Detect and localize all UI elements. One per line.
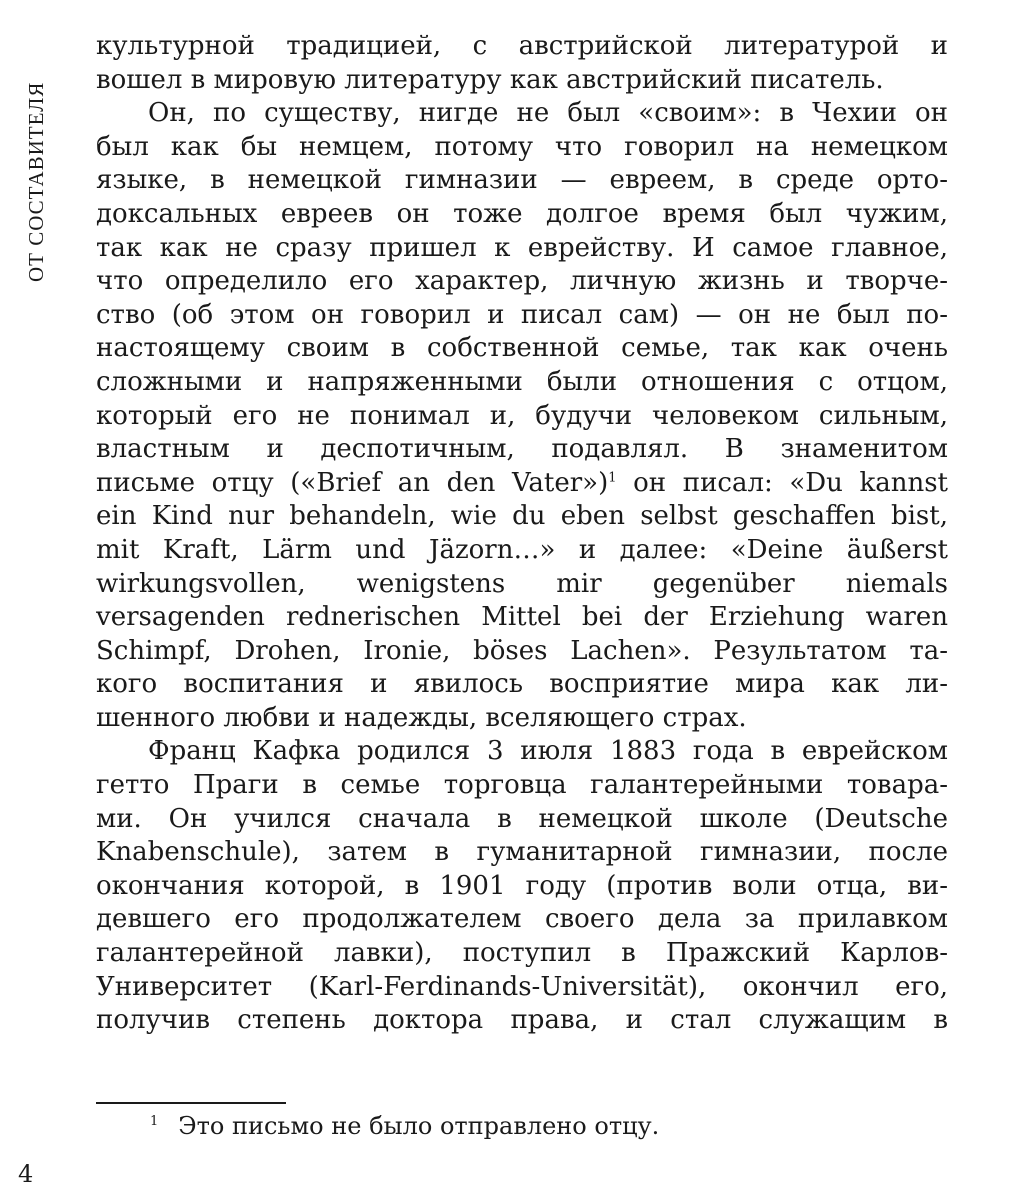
text-line: языке, в немецкой гимназии — евреем, в среде орто- [96, 165, 948, 196]
text-line: галантерейной лавки), поступил в Пражский Карлов- [96, 938, 948, 969]
page-number: 4 [18, 1160, 34, 1188]
text-line: Франц Кафка родился 3 июля 1883 года в еврейском [148, 736, 948, 767]
text-line: кого воспитания и явилось восприятие мира как ли- [96, 669, 948, 700]
text-line: ми. Он учился сначала в немецкой школе (Deutsche [96, 803, 948, 834]
text-line: ein Kind nur behandeln, wie du eben selbst geschaffen bist, [96, 501, 948, 532]
footnote-text: Это письмо не было отправлено отцу. [178, 1112, 660, 1140]
footnote-divider [96, 1102, 286, 1104]
footnote-marker: 1 [150, 1114, 159, 1129]
text-line: доксальных евреев он тоже долгое время был чужим, [96, 198, 948, 229]
text-line: ство (об этом он говорил и писал сам) — он не был по- [96, 299, 948, 330]
text-line-with-footnote [96, 467, 948, 501]
footnote [150, 1112, 659, 1140]
running-head-text: ОТ СОСТАВИТЕЛЯ [24, 81, 48, 282]
text-segment: письме отцу («Brief an den Vater») [96, 467, 609, 498]
text-line: wirkungsvollen, wenigstens mir gegenüber niemals [96, 568, 948, 599]
text-line: был как бы немцем, потому что говорил на немецком [96, 131, 948, 162]
text-line: гетто Праги в семье торговца галантерейными товара- [96, 770, 948, 801]
text-line: Schimpf, Drohen, Ironie, böses Lachen». Результатом та- [96, 635, 948, 666]
text-line: так как не сразу пришел к еврейству. И самое главное, [96, 232, 948, 263]
text-segment: он писал: «Du kannst [616, 467, 948, 498]
footnote-reference: 1 [608, 470, 617, 486]
text-line: который его не понимал и, будучи человеком сильным, [96, 400, 948, 431]
text-line: versagenden rednerischen Mittel bei der Erziehung waren [96, 602, 948, 633]
text-line: Университет (Karl-Ferdinands-Universität), окончил его, [96, 971, 948, 1002]
text-line: окончания которой, в 1901 году (против воли отца, ви- [96, 870, 948, 901]
text-line: получив степень доктора права, и стал служащим в [96, 1005, 948, 1036]
text-line: что определило его характер, личную жизнь и творче- [96, 266, 948, 297]
text-line: сложными и напряженными были отношения с отцом, [96, 366, 948, 397]
text-line: шенного любви и надежды, вселяющего страх. [96, 702, 747, 733]
text-line: mit Kraft, Lärm und Jäzorn…» и далее: «Deine äußerst [96, 534, 948, 565]
text-line: Knabenschule), затем в гуманитарной гимназии, после [96, 837, 948, 868]
text-line: культурной традицией, с австрийской литературой и [96, 31, 948, 61]
text-line: вошел в мировую литературу как австрийский писатель. [96, 64, 884, 95]
text-line: властным и деспотичным, подавлял. В знаменитом [96, 434, 948, 465]
running-head [24, 32, 50, 292]
text-line: Он, по существу, нигде не был «своим»: в Чехии он [148, 98, 948, 129]
text-line: девшего его продолжателем своего дела за прилавком [96, 904, 948, 935]
main-text [96, 30, 948, 1038]
text-line: настоящему своим в собственной семье, так как очень [96, 333, 948, 364]
